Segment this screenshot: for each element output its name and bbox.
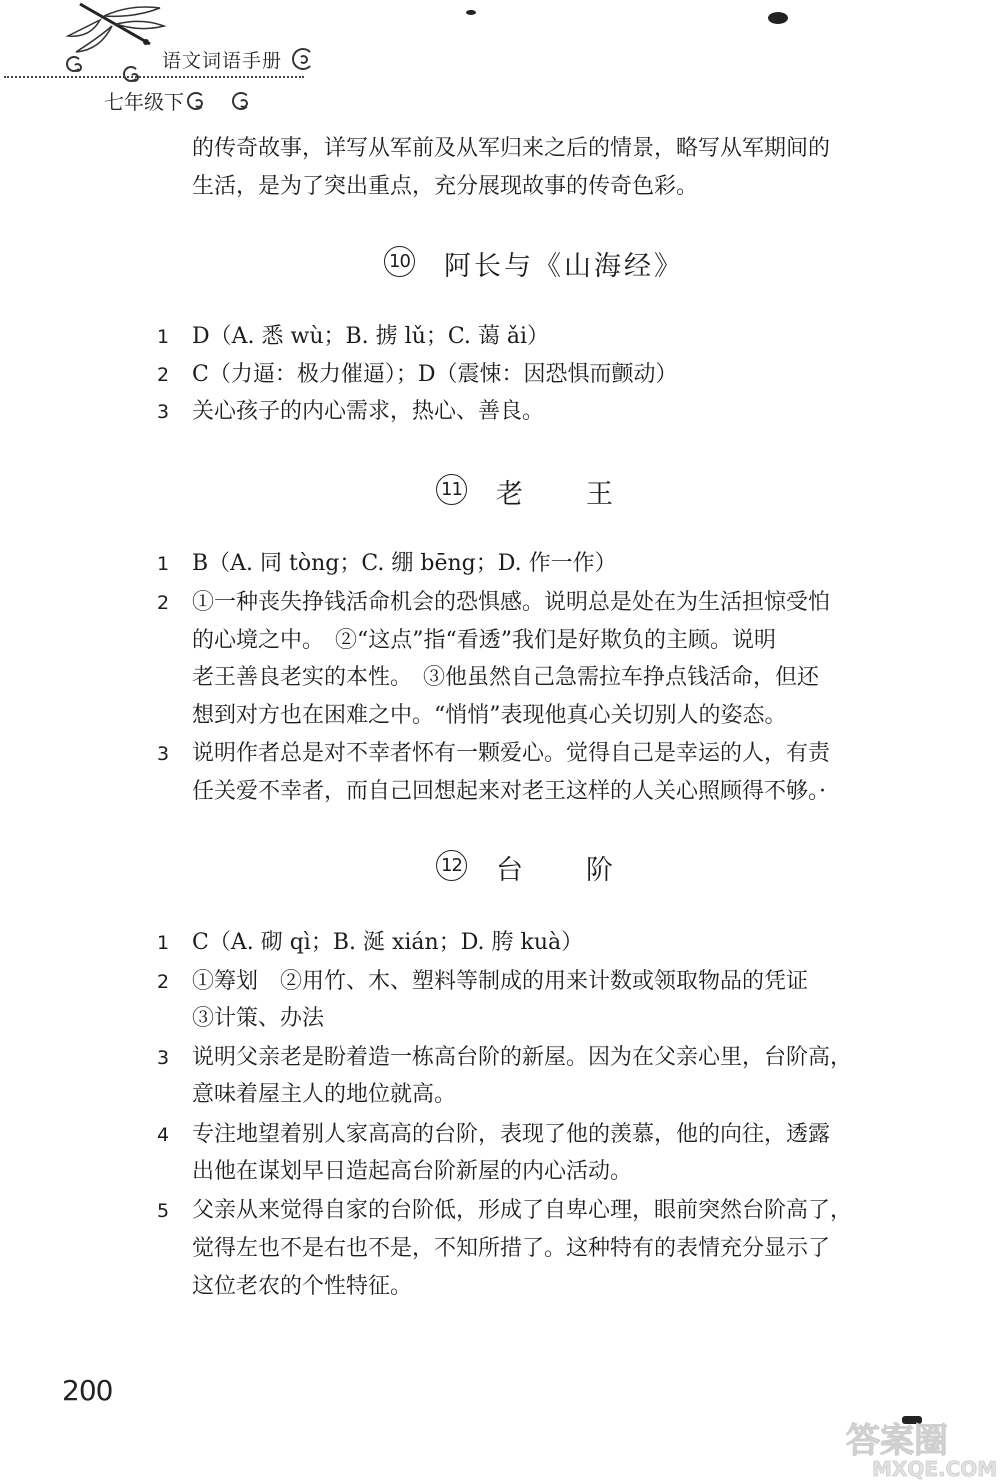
section-heading-11 [0, 472, 1000, 512]
answer-line: 出他在谋划早日造起高台阶新屋的内心活动。 [192, 1159, 633, 1184]
item-number: 3 [157, 743, 170, 765]
watermark-logo [806, 1410, 996, 1480]
section-number-badge: 11 [436, 474, 467, 505]
answer-line: 任关爱不幸者，而自己回想起来对老王这样的人关心照顾得不够。· [192, 779, 826, 804]
answer-line: 意味着屋主人的地位就高。 [192, 1082, 457, 1107]
grade-label: 七年级下 [104, 90, 184, 114]
ink-speck [768, 12, 788, 24]
answer-line: 专注地望着别人家高高的台阶，表现了他的羡慕，他的向往，透露 [192, 1122, 831, 1147]
section-title: 老 王 [496, 479, 616, 510]
svg-text:答案圈: 答案圈 [846, 1421, 948, 1461]
page-number: 200 [62, 1374, 113, 1407]
item-number: 2 [157, 971, 170, 993]
dotted-divider [4, 76, 304, 78]
text-line: 的传奇故事，详写从军前及从军归来之后的情景，略写从军期间的 [192, 136, 831, 161]
answer-line: C（A. 砌 qì；B. 涎 xián；D. 胯 kuà） [192, 930, 584, 955]
section-title: 阿长与《山海经》 [444, 251, 684, 282]
item-number: 2 [157, 592, 170, 614]
answer-line: 说明作者总是对不幸者怀有一颗爱心。觉得自己是幸运的人，有责 [192, 741, 831, 766]
swirl-icon [232, 92, 250, 110]
answer-line: ③计策、办法 [192, 1006, 325, 1031]
item-number: 2 [157, 364, 170, 386]
answer-line: D（A. 悉 wù；B. 掳 lǔ；C. 蔼 ǎi） [192, 324, 550, 349]
page-header [0, 0, 1000, 130]
section-heading-10 [0, 244, 1000, 284]
item-number: 3 [157, 1047, 170, 1069]
answer-line: 关心孩子的内心需求，热心、善良。 [192, 399, 545, 424]
swirl-icon [123, 66, 139, 82]
ink-speck [466, 10, 476, 15]
answer-line: B（A. 同 tòng；C. 绷 bēng；D. 作一作） [192, 551, 617, 576]
book-title: 语文词语手册 [162, 50, 283, 72]
answer-line: 的心境之中。 ②“这点”指“看透”我们是好欺负的主顾。说明 [192, 628, 776, 653]
text-line: 生活，是为了突出重点，充分展现故事的传奇色彩。 [192, 174, 699, 199]
answer-line: C（力逼：极力催逼）；D（震悚：因恐惧而颤动） [192, 362, 678, 387]
answer-line: 父亲从来觉得自家的台阶低，形成了自卑心理，眼前突然台阶高了， [192, 1198, 853, 1223]
swirl-icon [292, 48, 314, 70]
answer-line: 说明父亲老是盼着造一栋高台阶的新屋。因为在父亲心里，台阶高， [192, 1045, 853, 1070]
item-number: 1 [157, 553, 170, 575]
answer-line: 这位老农的个性特征。 [192, 1274, 413, 1299]
section-number-badge: 12 [436, 850, 467, 881]
answer-line: ①一种丧失挣钱活命机会的恐惧感。说明总是处在为生活担惊受怕 [192, 590, 831, 615]
answer-line: 觉得左也不是右也不是，不知所措了。这种特有的表情充分显示了 [192, 1236, 831, 1261]
svg-text:MXQE.COM: MXQE.COM [872, 1457, 996, 1480]
item-number: 1 [157, 326, 170, 348]
swirl-icon [66, 56, 82, 72]
section-number-badge: 10 [384, 246, 415, 277]
item-number: 4 [157, 1124, 170, 1146]
answer-line: ①筹划 ②用竹、木、塑料等制成的用来计数或领取物品的凭证 [192, 969, 809, 994]
answer-line: 想到对方也在困难之中。“悄悄”表现他真心关切别人的姿态。 [192, 703, 787, 728]
item-number: 5 [157, 1200, 170, 1222]
answer-line: 老王善良老实的本性。 ③他虽然自己急需拉车挣点钱活命，但还 [192, 665, 820, 690]
section-heading-12 [0, 848, 1000, 888]
item-number: 3 [157, 401, 170, 423]
item-number: 1 [157, 932, 170, 954]
section-title: 台 阶 [496, 855, 616, 886]
swirl-icon [187, 92, 205, 110]
